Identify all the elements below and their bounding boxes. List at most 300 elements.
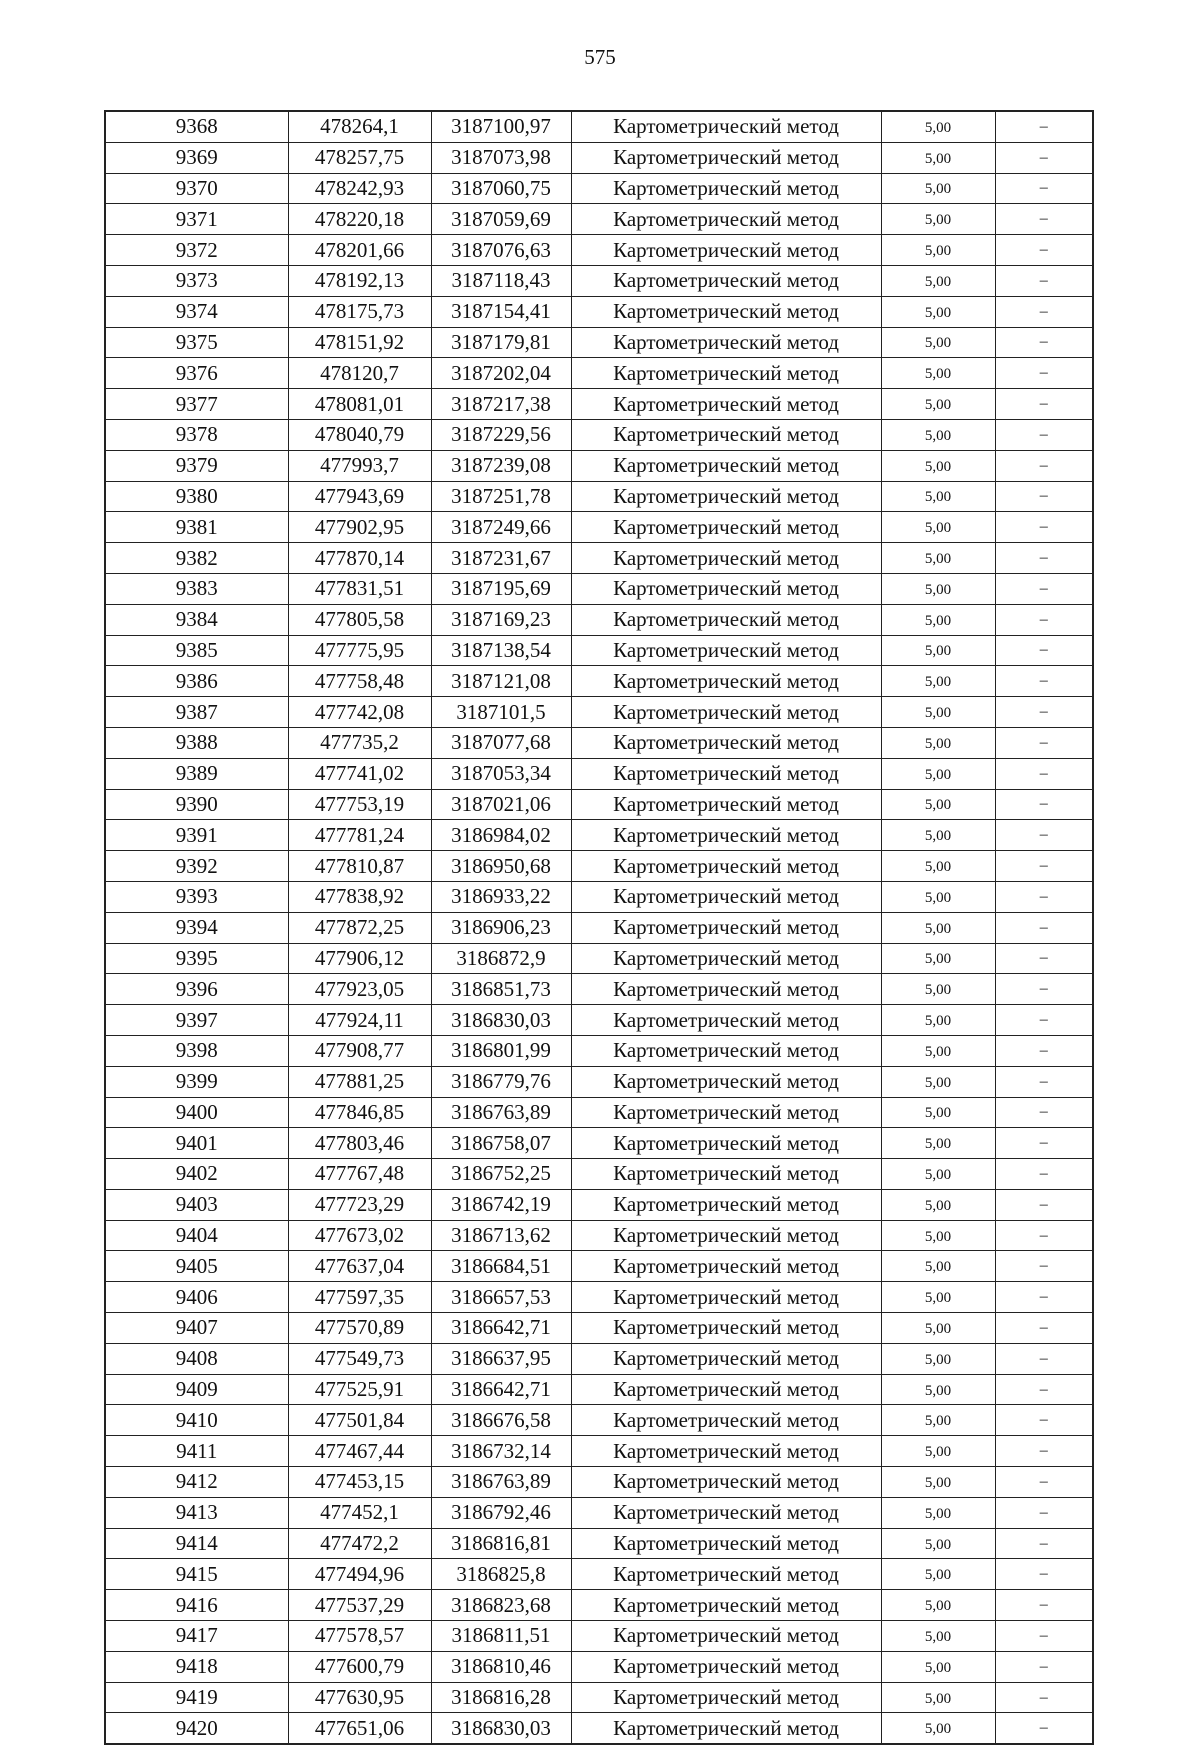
x-coordinate-cell: 477902,95	[288, 512, 431, 543]
y-coordinate-cell: 3186816,81	[431, 1528, 571, 1559]
y-coordinate-cell: 3186851,73	[431, 974, 571, 1005]
x-coordinate-cell: 477467,44	[288, 1436, 431, 1467]
table-row	[105, 1651, 1093, 1682]
note-dash-cell: –	[995, 1682, 1093, 1713]
note-dash-cell: –	[995, 881, 1093, 912]
method-cell: Картометрический метод	[571, 512, 881, 543]
point-number-cell: 9408	[105, 1343, 288, 1374]
note-dash-cell: –	[995, 204, 1093, 235]
x-coordinate-cell: 477943,69	[288, 481, 431, 512]
method-cell: Картометрический метод	[571, 1005, 881, 1036]
note-dash-cell: –	[995, 573, 1093, 604]
x-coordinate-cell: 477838,92	[288, 881, 431, 912]
method-cell: Картометрический метод	[571, 450, 881, 481]
note-dash-cell: –	[995, 1066, 1093, 1097]
x-coordinate-cell: 477578,57	[288, 1621, 431, 1652]
table-row	[105, 235, 1093, 266]
y-coordinate-cell: 3186830,03	[431, 1005, 571, 1036]
method-cell: Картометрический метод	[571, 235, 881, 266]
note-dash-cell: –	[995, 358, 1093, 389]
x-coordinate-cell: 477525,91	[288, 1374, 431, 1405]
note-dash-cell: –	[995, 450, 1093, 481]
table-row	[105, 265, 1093, 296]
point-number-cell: 9419	[105, 1682, 288, 1713]
y-coordinate-cell: 3186752,25	[431, 1159, 571, 1190]
table-row	[105, 758, 1093, 789]
table-row	[105, 851, 1093, 882]
accuracy-cell: 5,00	[881, 1313, 995, 1344]
method-cell: Картометрический метод	[571, 820, 881, 851]
accuracy-cell: 5,00	[881, 974, 995, 1005]
table-row	[105, 1559, 1093, 1590]
method-cell: Картометрический метод	[571, 1282, 881, 1313]
note-dash-cell: –	[995, 1374, 1093, 1405]
note-dash-cell: –	[995, 111, 1093, 142]
x-coordinate-cell: 477993,7	[288, 450, 431, 481]
method-cell: Картометрический метод	[571, 1682, 881, 1713]
method-cell: Картометрический метод	[571, 204, 881, 235]
x-coordinate-cell: 477637,04	[288, 1251, 431, 1282]
table-row	[105, 974, 1093, 1005]
y-coordinate-cell: 3186810,46	[431, 1651, 571, 1682]
note-dash-cell: –	[995, 1590, 1093, 1621]
point-number-cell: 9409	[105, 1374, 288, 1405]
note-dash-cell: –	[995, 1097, 1093, 1128]
method-cell: Картометрический метод	[571, 1467, 881, 1498]
table-row	[105, 1621, 1093, 1652]
method-cell: Картометрический метод	[571, 296, 881, 327]
point-number-cell: 9398	[105, 1035, 288, 1066]
point-number-cell: 9395	[105, 943, 288, 974]
note-dash-cell: –	[995, 1559, 1093, 1590]
accuracy-cell: 5,00	[881, 573, 995, 604]
table-row	[105, 573, 1093, 604]
x-coordinate-cell: 477781,24	[288, 820, 431, 851]
x-coordinate-cell: 478081,01	[288, 389, 431, 420]
method-cell: Картометрический метод	[571, 1128, 881, 1159]
y-coordinate-cell: 3187060,75	[431, 173, 571, 204]
method-cell: Картометрический метод	[571, 265, 881, 296]
x-coordinate-cell: 478257,75	[288, 142, 431, 173]
y-coordinate-cell: 3187217,38	[431, 389, 571, 420]
note-dash-cell: –	[995, 173, 1093, 204]
point-number-cell: 9414	[105, 1528, 288, 1559]
accuracy-cell: 5,00	[881, 1374, 995, 1405]
accuracy-cell: 5,00	[881, 1621, 995, 1652]
coordinates-table	[104, 110, 1094, 1745]
method-cell: Картометрический метод	[571, 1035, 881, 1066]
point-number-cell: 9396	[105, 974, 288, 1005]
accuracy-cell: 5,00	[881, 543, 995, 574]
method-cell: Картометрический метод	[571, 666, 881, 697]
note-dash-cell: –	[995, 1035, 1093, 1066]
x-coordinate-cell: 477735,2	[288, 727, 431, 758]
y-coordinate-cell: 3187251,78	[431, 481, 571, 512]
accuracy-cell: 5,00	[881, 450, 995, 481]
accuracy-cell: 5,00	[881, 1066, 995, 1097]
table-row	[105, 666, 1093, 697]
note-dash-cell: –	[995, 1005, 1093, 1036]
note-dash-cell: –	[995, 481, 1093, 512]
y-coordinate-cell: 3187179,81	[431, 327, 571, 358]
accuracy-cell: 5,00	[881, 1128, 995, 1159]
method-cell: Картометрический метод	[571, 1313, 881, 1344]
point-number-cell: 9381	[105, 512, 288, 543]
accuracy-cell: 5,00	[881, 820, 995, 851]
x-coordinate-cell: 477501,84	[288, 1405, 431, 1436]
y-coordinate-cell: 3186684,51	[431, 1251, 571, 1282]
table-row	[105, 419, 1093, 450]
table-row	[105, 635, 1093, 666]
accuracy-cell: 5,00	[881, 1282, 995, 1313]
method-cell: Картометрический метод	[571, 1405, 881, 1436]
point-number-cell: 9402	[105, 1159, 288, 1190]
y-coordinate-cell: 3187101,5	[431, 697, 571, 728]
x-coordinate-cell: 477753,19	[288, 789, 431, 820]
accuracy-cell: 5,00	[881, 881, 995, 912]
note-dash-cell: –	[995, 697, 1093, 728]
y-coordinate-cell: 3186637,95	[431, 1343, 571, 1374]
accuracy-cell: 5,00	[881, 142, 995, 173]
note-dash-cell: –	[995, 419, 1093, 450]
y-coordinate-cell: 3187169,23	[431, 604, 571, 635]
point-number-cell: 9369	[105, 142, 288, 173]
point-number-cell: 9385	[105, 635, 288, 666]
y-coordinate-cell: 3186825,8	[431, 1559, 571, 1590]
x-coordinate-cell: 477472,2	[288, 1528, 431, 1559]
point-number-cell: 9376	[105, 358, 288, 389]
accuracy-cell: 5,00	[881, 912, 995, 943]
point-number-cell: 9375	[105, 327, 288, 358]
x-coordinate-cell: 477767,48	[288, 1159, 431, 1190]
accuracy-cell: 5,00	[881, 604, 995, 635]
table-row	[105, 1313, 1093, 1344]
note-dash-cell: –	[995, 235, 1093, 266]
note-dash-cell: –	[995, 389, 1093, 420]
accuracy-cell: 5,00	[881, 1713, 995, 1744]
method-cell: Картометрический метод	[571, 481, 881, 512]
table-row	[105, 1467, 1093, 1498]
note-dash-cell: –	[995, 1313, 1093, 1344]
accuracy-cell: 5,00	[881, 789, 995, 820]
table-row	[105, 1035, 1093, 1066]
accuracy-cell: 5,00	[881, 697, 995, 728]
x-coordinate-cell: 477924,11	[288, 1005, 431, 1036]
method-cell: Картометрический метод	[571, 1651, 881, 1682]
y-coordinate-cell: 3186792,46	[431, 1497, 571, 1528]
method-cell: Картометрический метод	[571, 1559, 881, 1590]
accuracy-cell: 5,00	[881, 358, 995, 389]
point-number-cell: 9401	[105, 1128, 288, 1159]
method-cell: Картометрический метод	[571, 1220, 881, 1251]
point-number-cell: 9372	[105, 235, 288, 266]
point-number-cell: 9392	[105, 851, 288, 882]
table-row	[105, 727, 1093, 758]
accuracy-cell: 5,00	[881, 265, 995, 296]
point-number-cell: 9416	[105, 1590, 288, 1621]
point-number-cell: 9407	[105, 1313, 288, 1344]
table-row	[105, 604, 1093, 635]
method-cell: Картометрический метод	[571, 697, 881, 728]
x-coordinate-cell: 477723,29	[288, 1189, 431, 1220]
x-coordinate-cell: 477742,08	[288, 697, 431, 728]
table-row	[105, 481, 1093, 512]
table-row	[105, 111, 1093, 142]
note-dash-cell: –	[995, 142, 1093, 173]
note-dash-cell: –	[995, 1220, 1093, 1251]
y-coordinate-cell: 3187021,06	[431, 789, 571, 820]
x-coordinate-cell: 478242,93	[288, 173, 431, 204]
method-cell: Картометрический метод	[571, 389, 881, 420]
accuracy-cell: 5,00	[881, 296, 995, 327]
y-coordinate-cell: 3187138,54	[431, 635, 571, 666]
method-cell: Картометрический метод	[571, 912, 881, 943]
point-number-cell: 9391	[105, 820, 288, 851]
accuracy-cell: 5,00	[881, 1189, 995, 1220]
table-row	[105, 789, 1093, 820]
point-number-cell: 9420	[105, 1713, 288, 1744]
table-row	[105, 204, 1093, 235]
x-coordinate-cell: 477758,48	[288, 666, 431, 697]
point-number-cell: 9368	[105, 111, 288, 142]
x-coordinate-cell: 477453,15	[288, 1467, 431, 1498]
table-row	[105, 1159, 1093, 1190]
note-dash-cell: –	[995, 758, 1093, 789]
method-cell: Картометрический метод	[571, 1497, 881, 1528]
table-row	[105, 820, 1093, 851]
table-row	[105, 1189, 1093, 1220]
y-coordinate-cell: 3186713,62	[431, 1220, 571, 1251]
point-number-cell: 9410	[105, 1405, 288, 1436]
point-number-cell: 9405	[105, 1251, 288, 1282]
accuracy-cell: 5,00	[881, 1497, 995, 1528]
accuracy-cell: 5,00	[881, 327, 995, 358]
point-number-cell: 9399	[105, 1066, 288, 1097]
point-number-cell: 9370	[105, 173, 288, 204]
point-number-cell: 9387	[105, 697, 288, 728]
note-dash-cell: –	[995, 789, 1093, 820]
x-coordinate-cell: 477630,95	[288, 1682, 431, 1713]
accuracy-cell: 5,00	[881, 1005, 995, 1036]
point-number-cell: 9404	[105, 1220, 288, 1251]
accuracy-cell: 5,00	[881, 1343, 995, 1374]
note-dash-cell: –	[995, 974, 1093, 1005]
accuracy-cell: 5,00	[881, 204, 995, 235]
x-coordinate-cell: 477881,25	[288, 1066, 431, 1097]
note-dash-cell: –	[995, 1436, 1093, 1467]
table-row	[105, 296, 1093, 327]
y-coordinate-cell: 3187073,98	[431, 142, 571, 173]
note-dash-cell: –	[995, 543, 1093, 574]
point-number-cell: 9403	[105, 1189, 288, 1220]
accuracy-cell: 5,00	[881, 481, 995, 512]
method-cell: Картометрический метод	[571, 758, 881, 789]
x-coordinate-cell: 477831,51	[288, 573, 431, 604]
x-coordinate-cell: 478264,1	[288, 111, 431, 142]
accuracy-cell: 5,00	[881, 1436, 995, 1467]
accuracy-cell: 5,00	[881, 389, 995, 420]
x-coordinate-cell: 477673,02	[288, 1220, 431, 1251]
accuracy-cell: 5,00	[881, 943, 995, 974]
method-cell: Картометрический метод	[571, 358, 881, 389]
note-dash-cell: –	[995, 635, 1093, 666]
x-coordinate-cell: 477846,85	[288, 1097, 431, 1128]
point-number-cell: 9413	[105, 1497, 288, 1528]
table-row	[105, 389, 1093, 420]
y-coordinate-cell: 3186830,03	[431, 1713, 571, 1744]
y-coordinate-cell: 3186811,51	[431, 1621, 571, 1652]
note-dash-cell: –	[995, 512, 1093, 543]
y-coordinate-cell: 3186676,58	[431, 1405, 571, 1436]
x-coordinate-cell: 477494,96	[288, 1559, 431, 1590]
point-number-cell: 9388	[105, 727, 288, 758]
accuracy-cell: 5,00	[881, 1467, 995, 1498]
y-coordinate-cell: 3187195,69	[431, 573, 571, 604]
point-number-cell: 9371	[105, 204, 288, 235]
y-coordinate-cell: 3187121,08	[431, 666, 571, 697]
method-cell: Картометрический метод	[571, 1251, 881, 1282]
method-cell: Картометрический метод	[571, 1590, 881, 1621]
table-row	[105, 1251, 1093, 1282]
method-cell: Картометрический метод	[571, 635, 881, 666]
accuracy-cell: 5,00	[881, 727, 995, 758]
point-number-cell: 9411	[105, 1436, 288, 1467]
note-dash-cell: –	[995, 1497, 1093, 1528]
y-coordinate-cell: 3186758,07	[431, 1128, 571, 1159]
accuracy-cell: 5,00	[881, 1651, 995, 1682]
table-row	[105, 1374, 1093, 1405]
point-number-cell: 9394	[105, 912, 288, 943]
method-cell: Картометрический метод	[571, 851, 881, 882]
table-row	[105, 1220, 1093, 1251]
table-row	[105, 173, 1093, 204]
y-coordinate-cell: 3186657,53	[431, 1282, 571, 1313]
x-coordinate-cell: 477810,87	[288, 851, 431, 882]
note-dash-cell: –	[995, 1621, 1093, 1652]
table-row	[105, 881, 1093, 912]
x-coordinate-cell: 477549,73	[288, 1343, 431, 1374]
y-coordinate-cell: 3187202,04	[431, 358, 571, 389]
table-row	[105, 1066, 1093, 1097]
table-row	[105, 358, 1093, 389]
x-coordinate-cell: 478151,92	[288, 327, 431, 358]
y-coordinate-cell: 3186742,19	[431, 1189, 571, 1220]
accuracy-cell: 5,00	[881, 851, 995, 882]
method-cell: Картометрический метод	[571, 543, 881, 574]
method-cell: Картометрический метод	[571, 1097, 881, 1128]
note-dash-cell: –	[995, 1189, 1093, 1220]
point-number-cell: 9417	[105, 1621, 288, 1652]
note-dash-cell: –	[995, 1343, 1093, 1374]
point-number-cell: 9418	[105, 1651, 288, 1682]
point-number-cell: 9384	[105, 604, 288, 635]
table-row	[105, 1282, 1093, 1313]
point-number-cell: 9380	[105, 481, 288, 512]
accuracy-cell: 5,00	[881, 1220, 995, 1251]
accuracy-cell: 5,00	[881, 666, 995, 697]
note-dash-cell: –	[995, 604, 1093, 635]
note-dash-cell: –	[995, 912, 1093, 943]
y-coordinate-cell: 3187053,34	[431, 758, 571, 789]
y-coordinate-cell: 3187239,08	[431, 450, 571, 481]
note-dash-cell: –	[995, 1528, 1093, 1559]
accuracy-cell: 5,00	[881, 1559, 995, 1590]
table-row	[105, 943, 1093, 974]
note-dash-cell: –	[995, 1251, 1093, 1282]
y-coordinate-cell: 3187229,56	[431, 419, 571, 450]
y-coordinate-cell: 3187231,67	[431, 543, 571, 574]
point-number-cell: 9393	[105, 881, 288, 912]
point-number-cell: 9373	[105, 265, 288, 296]
accuracy-cell: 5,00	[881, 1097, 995, 1128]
x-coordinate-cell: 478201,66	[288, 235, 431, 266]
method-cell: Картометрический метод	[571, 1189, 881, 1220]
y-coordinate-cell: 3186906,23	[431, 912, 571, 943]
x-coordinate-cell: 477537,29	[288, 1590, 431, 1621]
y-coordinate-cell: 3186801,99	[431, 1035, 571, 1066]
accuracy-cell: 5,00	[881, 173, 995, 204]
note-dash-cell: –	[995, 1713, 1093, 1744]
table-row	[105, 327, 1093, 358]
table-row	[105, 450, 1093, 481]
accuracy-cell: 5,00	[881, 111, 995, 142]
x-coordinate-cell: 477597,35	[288, 1282, 431, 1313]
table-row	[105, 1343, 1093, 1374]
y-coordinate-cell: 3187249,66	[431, 512, 571, 543]
y-coordinate-cell: 3186950,68	[431, 851, 571, 882]
accuracy-cell: 5,00	[881, 1159, 995, 1190]
method-cell: Картометрический метод	[571, 1436, 881, 1467]
table-row	[105, 543, 1093, 574]
table-row	[105, 912, 1093, 943]
method-cell: Картометрический метод	[571, 1621, 881, 1652]
note-dash-cell: –	[995, 727, 1093, 758]
x-coordinate-cell: 477906,12	[288, 943, 431, 974]
y-coordinate-cell: 3186816,28	[431, 1682, 571, 1713]
method-cell: Картометрический метод	[571, 173, 881, 204]
table-row	[105, 1097, 1093, 1128]
table-row	[105, 512, 1093, 543]
point-number-cell: 9379	[105, 450, 288, 481]
note-dash-cell: –	[995, 327, 1093, 358]
method-cell: Картометрический метод	[571, 881, 881, 912]
note-dash-cell: –	[995, 265, 1093, 296]
note-dash-cell: –	[995, 1651, 1093, 1682]
table-row	[105, 1497, 1093, 1528]
note-dash-cell: –	[995, 1159, 1093, 1190]
point-number-cell: 9377	[105, 389, 288, 420]
point-number-cell: 9400	[105, 1097, 288, 1128]
note-dash-cell: –	[995, 820, 1093, 851]
point-number-cell: 9378	[105, 419, 288, 450]
note-dash-cell: –	[995, 1467, 1093, 1498]
method-cell: Картометрический метод	[571, 1066, 881, 1097]
note-dash-cell: –	[995, 851, 1093, 882]
accuracy-cell: 5,00	[881, 758, 995, 789]
x-coordinate-cell: 477775,95	[288, 635, 431, 666]
table-row	[105, 1128, 1093, 1159]
x-coordinate-cell: 477452,1	[288, 1497, 431, 1528]
method-cell: Картометрический метод	[571, 573, 881, 604]
x-coordinate-cell: 478220,18	[288, 204, 431, 235]
x-coordinate-cell: 477805,58	[288, 604, 431, 635]
accuracy-cell: 5,00	[881, 1035, 995, 1066]
x-coordinate-cell: 477923,05	[288, 974, 431, 1005]
y-coordinate-cell: 3187100,97	[431, 111, 571, 142]
y-coordinate-cell: 3186933,22	[431, 881, 571, 912]
table-row	[105, 1528, 1093, 1559]
method-cell: Картометрический метод	[571, 327, 881, 358]
